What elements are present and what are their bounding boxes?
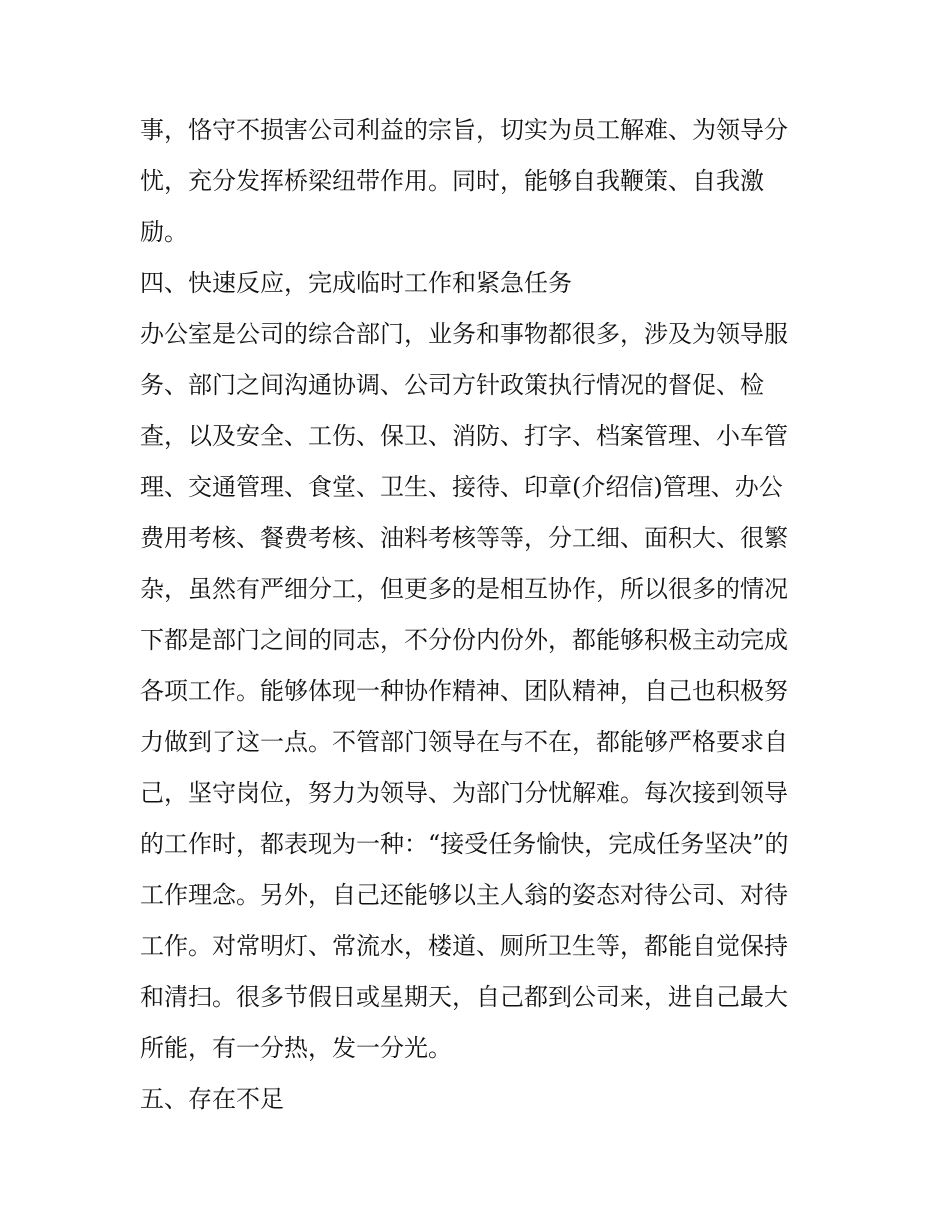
paragraph-line: 务、部门之间沟通协调、公司方针政策执行情况的督促、检: [140, 371, 764, 399]
section-heading: 四、快速反应，完成临时工作和紧急任务: [140, 269, 572, 297]
paragraph-line: 杂，虽然有严细分工，但更多的是相互协作，所以很多的情况: [140, 575, 788, 603]
paragraph-line: 下都是部门之间的同志，不分份内份外，都能够积极主动完成: [140, 626, 788, 654]
section-heading: 五、存在不足: [140, 1085, 284, 1113]
paragraph-line: 力做到了这一点。不管部门领导在与不在，都能够严格要求自: [140, 728, 788, 756]
document-body: [140, 105, 820, 1125]
paragraph-line: 事，恪守不损害公司利益的宗旨，切实为员工解难、为领导分: [140, 116, 788, 144]
paragraph-line: 励。: [140, 218, 188, 246]
paragraph-line: 查，以及安全、工伤、保卫、消防、打字、档案管理、小车管: [140, 422, 788, 450]
paragraph-line: 己，坚守岗位，努力为领导、为部门分忧解难。每次接到领导: [140, 779, 788, 807]
paragraph-line: 工作理念。另外，自己还能够以主人翁的姿态对待公司、对待: [140, 881, 788, 909]
paragraph-line: 所能，有一分热，发一分光。: [140, 1034, 452, 1062]
paragraph-line: 办公室是公司的综合部门，业务和事物都很多，涉及为领导服: [140, 320, 788, 348]
paragraph-line: 各项工作。能够体现一种协作精神、团队精神，自己也积极努: [140, 677, 788, 705]
paragraph-line: 费用考核、餐费考核、油料考核等等，分工细、面积大、很繁: [140, 524, 788, 552]
paragraph-line: 的工作时，都表现为一种：“接受任务愉快，完成任务坚决”的: [140, 830, 789, 858]
paragraph-line: 和清扫。很多节假日或星期天，自己都到公司来，进自己最大: [140, 983, 788, 1011]
paragraph-line: 忧，充分发挥桥梁纽带作用。同时，能够自我鞭策、自我激: [140, 167, 764, 195]
paragraph-line: 工作。对常明灯、常流水，楼道、厕所卫生等，都能自觉保持: [140, 932, 788, 960]
paragraph-line: 理、交通管理、食堂、卫生、接待、印章(介绍信)管理、办公: [140, 473, 783, 501]
